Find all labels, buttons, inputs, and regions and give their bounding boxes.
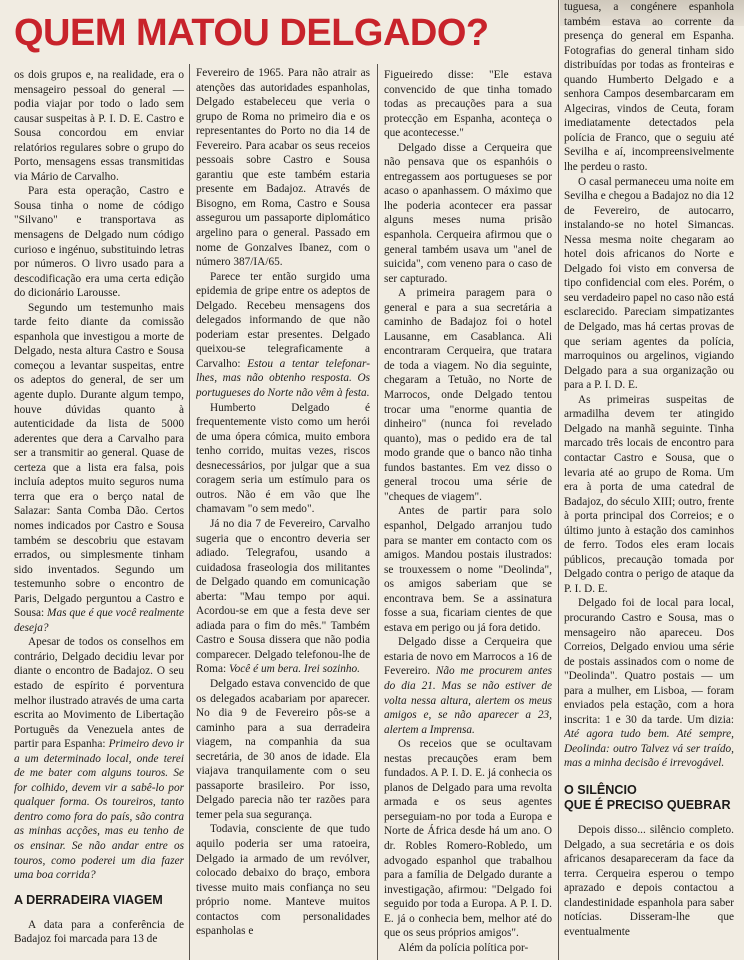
article-column-4 (564, 0, 734, 960)
paragraph: Figueiredo disse: "Ele estava convencido de que tinha tomado todas as precauções para a sua protecção em Espanha, aconteça o que acontecesse." (384, 69, 552, 140)
column-rule (558, 0, 559, 960)
paragraph: Segundo um testemunho mais tarde feito diante da comissão espanhola que investigou a morte de Delgado, nesta altura Castro e Sousa começou a levantar suspeitas, entre os adeptos do general, de ser um agente duplo. Durante algum tempo, houve dúvidas quanto à autenticidade da lista de 5000 aderentes que dera a Carvalho para ser a transmitir ao general. Quase de certeza que a lista era falsa, pois incluía adeptos muito seguros numa terra que era o berço natal de Salazar: Santa Comba Dão. Certos nomes indicados por Castro e Sousa também se descobriu que estavam errados, ou simplesmente tinham sido inventados. Segundo um testemunho sobre o encontro de Paris, Delgado perguntou a Castro e Sousa: Mas que é que você realmente deseja? (14, 301, 184, 634)
paragraph: Os receios que se ocultavam nestas precauções eram bem fundados. A P. I. D. E. já conhecia os planos de Delgado para uma revolta armada e os seus agentes perseguiam-no por toda a Europa e Norte de África desde há um ano. O dr. Robles Romero-Robledo, um advogado espanhol que trabalhou para a família de Delgado durante a investigação, afirmou: "Delgado foi seguido por toda a Europa. A P. I. D. E. já o conhecia bem, melhor até do que os seus próprios amigos". (384, 738, 552, 940)
subheading: A DERRADEIRA VIAGEM (14, 892, 163, 907)
article-column-2 (196, 66, 370, 958)
article-column-1 (14, 68, 184, 960)
paragraph: os dois grupos e, na realidade, era o mensageiro pessoal do general — podia viajar por todo o lado sem causar suspeitas à P. I. D. E. Castro e Sousa concordou em enviar relatórios regulares sobre o grupo do Porto, mensagens essas transmitidas via Mário de Carvalho. (14, 69, 184, 183)
column-rule (189, 64, 190, 960)
column-rule (377, 64, 378, 960)
paragraph: Todavia, consciente de que tudo aquilo poderia ser uma ratoeira, Delgado ia armado de um revólver, colocado debaixo do braço, embora tivesse muito mais confiança no seu próprio nome. Manteve muitos contactos com personalidades espanholas e (196, 823, 370, 938)
paragraph: Para esta operação, Castro e Sousa tinha o nome de código "Silvano" e transportava as mensagens de Delgado num código curioso e ingénuo, substituindo letras por números. O livro usado para a descodificação era uma certa edição do dicionário Larousse. (14, 185, 184, 300)
paragraph: Apesar de todos os conselhos em contrário, Delgado decidiu levar por diante o encontro de Badajoz. O seu estado de espírito é porventura melhor ilustrado através de uma carta escrita ao Movimento de Libertação Português da Venezuela antes de partir para Espanha: Primeiro devo ir a um determinado local, onde terei de me bater com alguns touros. Se for colhido, devem vir a sabê-lo por qualquer forma. Os toureiros, tanto dentro como fora do país, são contra as minhas acções, mas eu tenho de os ensinar. Se não andar entre os touros, como poderei um dia fazer uma boa corrida? (14, 636, 184, 882)
paragraph: Já no dia 7 de Fevereiro, Carvalho sugeria que o encontro deveria ser adiado. Telegrafou, usando a cuidadosa fraseologia dos militantes de Delgado quando em comunicação aberta: "Mau tempo por aqui. Acordou-se em que a festa deve ser adiada para o fim do mês." Também Castro e Sousa dissera que não podia comparecer. Delgado telefonou-lhe de Roma: Você é um bera. Irei sozinho. (196, 517, 370, 676)
paragraph: Além da polícia política por- (398, 941, 529, 954)
paragraph: Depois disso... silêncio completo. Delgado, a sua secretária e os dois africanos desapareceram da face da terra. Cerqueira esperou o tempo aprazado e depois contactou a clandestinidade espanhola para saber notícias. Disseram-lhe que eventualmente (564, 823, 734, 938)
paragraph: Delgado disse a Cerqueira que não pensava que os espanhóis o entregassem aos portugueses se por acaso o apanhassem. O máximo que lhe poderia acontecer era passar alguns meses numa prisão espanhola. Cerqueira afirmou que o general também usava um "anel de suicida", com veneno para o caso de ser capturado. (384, 141, 552, 285)
paragraph: Fevereiro de 1965. Para não atrair as atenções das autoridades espanholas, Delgado estabeleceu que veria o grupo de Roma no primeiro dia e os representantes do Porto no dia 14 de Fevereiro. Para acabar os seus receios pessoais sobre Castro e Sousa garantiu que este também estaria presente em Badajoz. Através de Bisogno, em Roma, Castro e Sousa assegurou um passaporte diplomático argelino para o general. Passado em nome de Gonzalves Ibanez, com o número 387/IA/65. (196, 67, 370, 269)
paragraph: Delgado foi de local para local, procurando Castro e Sousa, mas o mensageiro não apareceu. Dos Correios, Delgado enviou uma série de postais assinados com o nome de "Deolinda". Quatro postais — um para a mulher, em Lisboa, — foram enviados pela estação, com a hora inscrita: 1 e 30 da tarde. Um dizia: Até agora tudo bem. Até sempre, Deolinda: outro Talvez vá ser traído, mas a minha decisão é irrevogável. (564, 597, 734, 770)
headline: QUEM MATOU DELGADO? (14, 12, 489, 54)
paragraph: Antes de partir para solo espanhol, Delgado arranjou tudo para se manter em contacto com os amigos. Mandou postais ilustrados: se trouxessem o nome "Deolinda", os amigos saberiam que se encontrava bem. Se a assinatura fosse a sua, ficariam cientes de que estava em perigo ou já fora detido. (384, 505, 552, 634)
paragraph: A primeira paragem para o general e para a sua secretária a caminho de Badajoz foi o hotel Lausanne, em Casablanca. Ali encontraram Cerqueira, que tratara de toda a viagem. No dia seguinte, chegaram a Tetuão, no Norte de Marrocos, onde Delgado tentou trocar uma "enorme quantia de dinheiro" (nunca foi revelado quanto), mas o pedido era de tal modo grande que o banco não tinha fundos bastantes. Em vez disso o general trocou uma série de "cheques de viagem". (384, 287, 552, 503)
article-column-3 (384, 68, 552, 960)
paragraph: A data para a conferência de Badajoz foi marcada para 13 de (14, 918, 184, 946)
paragraph: Delgado disse a Cerqueira que estaria de novo em Marrocos a 16 de Fevereiro. Não me procurem antes do dia 21. Mas se não estiver de volta nessa altura, alertem os meus amigos e, se não aparecer a 23, alertem a Imprensa. (384, 636, 552, 736)
paragraph: tuguesa, a congénere espanhola também estava ao corrente da presença do general em Espanha. Fotografias do general tinham sido distribuídas por todas as fronteiras e quando Humberto Delgado e a senhora Campos desembarcaram em Algeciras, vindos de Ceuta, foram imediatamente detectados pela polícia de Franco, que o seguiu até Sevilha e aí, incompreensivelmente lhe perdeu o rasto. (564, 1, 734, 174)
paragraph: As primeiras suspeitas de armadilha devem ter atingido Delgado na manhã seguinte. Tinha marcado três locais de encontro para contactar Castro e Sousa, que o levaria até ao grupo de Roma. Um era à porta de uma catedral de Badajoz, do século XIII; outro, frente à porta principal dos Correios; e o último junto à estação dos caminhos de ferro. Todos eles eram locais públicos, precaução tomada por Delgado contra o perigo de ataque da P. I. D. E. (564, 393, 734, 595)
paragraph: Delgado estava convencido de que os delegados acabariam por aparecer. No dia 9 de Fevereiro pôs-se a caminho para a sua derradeira viagem, na companhia da sua secretária, de 30 anos de idade. Ela viajava tranquilamente com o seu passaporte brasileiro. Por isso, Delgado parecia não ter razões para temer pela sua segurança. (196, 677, 370, 821)
subheading: O SILÊNCIO QUE É PRECISO QUEBRAR (564, 782, 731, 812)
paragraph: O casal permaneceu uma noite em Sevilha e chegou a Badajoz no dia 12 de Fevereiro, de autocarro, instalando-se no hotel Simancas. Nessa mesma noite chegaram ao hotel dois africanos do Norte e Delgado foi visto em conversa de tipo confidencial com eles. Porém, o seu verdadeiro papel no caso não está esclarecido. Pareciam simpatizantes de Delgado, mas há certas provas de que seriam agentes da polícia, marroquinos ou argelinos, vigiando Delgado para a sua organização ou para a P. I. D. E. (564, 175, 734, 392)
paragraph: Humberto Delgado é frequentemente visto como um herói de uma ópera cómica, muito embora tenho corrido, muitas vezes, riscos desnecessários, por julgar que a sua coragem seria um estímulo para os outros. Não é em vão que lhe chamavam "o sem medo". (196, 401, 370, 516)
paragraph: Parece ter então surgido uma epidemia de gripe entre os adeptos de Delgado. Recebeu mensagens dos delegados informando de que não poderiam estar presentes. Delgado queixou-se telegraficamente a Carvalho: Estou a tentar telefonar-lhes, mas não obtenho resposta. Os portugueses do Norte não vêm à festa. (196, 270, 370, 400)
